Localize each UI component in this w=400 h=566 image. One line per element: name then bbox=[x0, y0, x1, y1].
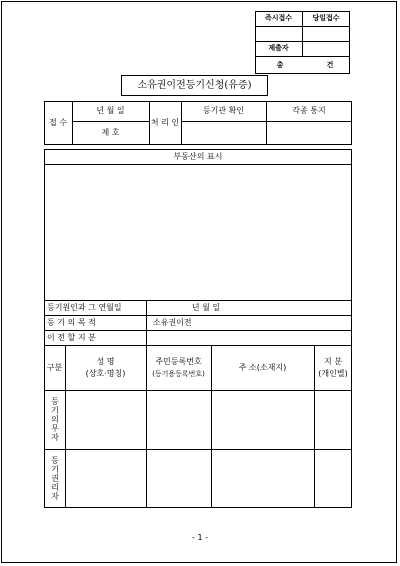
submitter-label: 제출자 bbox=[268, 44, 289, 52]
property-heading: 부동산의 표시 bbox=[173, 151, 223, 161]
purpose-label: 등 기 의 목 적 bbox=[47, 317, 96, 327]
col-kind-header: 구분 bbox=[46, 362, 63, 372]
count-total-label: 총 bbox=[276, 60, 284, 69]
reception-number-label: 제 호 bbox=[101, 128, 120, 137]
obligor-label: 등기의무자 bbox=[50, 397, 60, 442]
col-name-subheader: (상호·명칭) bbox=[85, 369, 126, 378]
cause-date: 년 월 일 bbox=[191, 302, 221, 312]
page-title: 소유권이전등기신청(유증) bbox=[137, 79, 252, 91]
purpose-value: 소유권이전 bbox=[153, 317, 192, 327]
col-share-subheader: (개인별) bbox=[318, 369, 348, 378]
col-id-header: 주민등록번호 bbox=[155, 357, 202, 366]
col-share-header: 지 분 bbox=[324, 357, 342, 366]
registrar-check-label: 등기관 확인 bbox=[202, 106, 245, 115]
share-label: 이 전 할 지 분 bbox=[47, 332, 96, 342]
right-holder-label: 등기권리자 bbox=[50, 456, 60, 501]
col-name-header: 성 명 bbox=[96, 357, 115, 366]
col-address-header: 주 소(소재지) bbox=[238, 362, 287, 372]
notice-label: 각종 통지 bbox=[292, 106, 326, 115]
same-day-receipt-label: 당일접수 bbox=[312, 14, 340, 22]
reception-date-label: 년 월 일 bbox=[96, 106, 125, 115]
count-unit-label: 건 bbox=[326, 60, 334, 69]
cause-label: 등기원인과 그 연월일 bbox=[47, 302, 122, 312]
page-number: - 1 - bbox=[192, 533, 208, 542]
col-id-subheader: (등기용등록번호) bbox=[152, 369, 205, 378]
handler-label: 처 리 인 bbox=[150, 118, 180, 127]
immediate-receipt-label: 즉시접수 bbox=[264, 14, 293, 22]
reception-label: 접 수 bbox=[49, 118, 67, 127]
